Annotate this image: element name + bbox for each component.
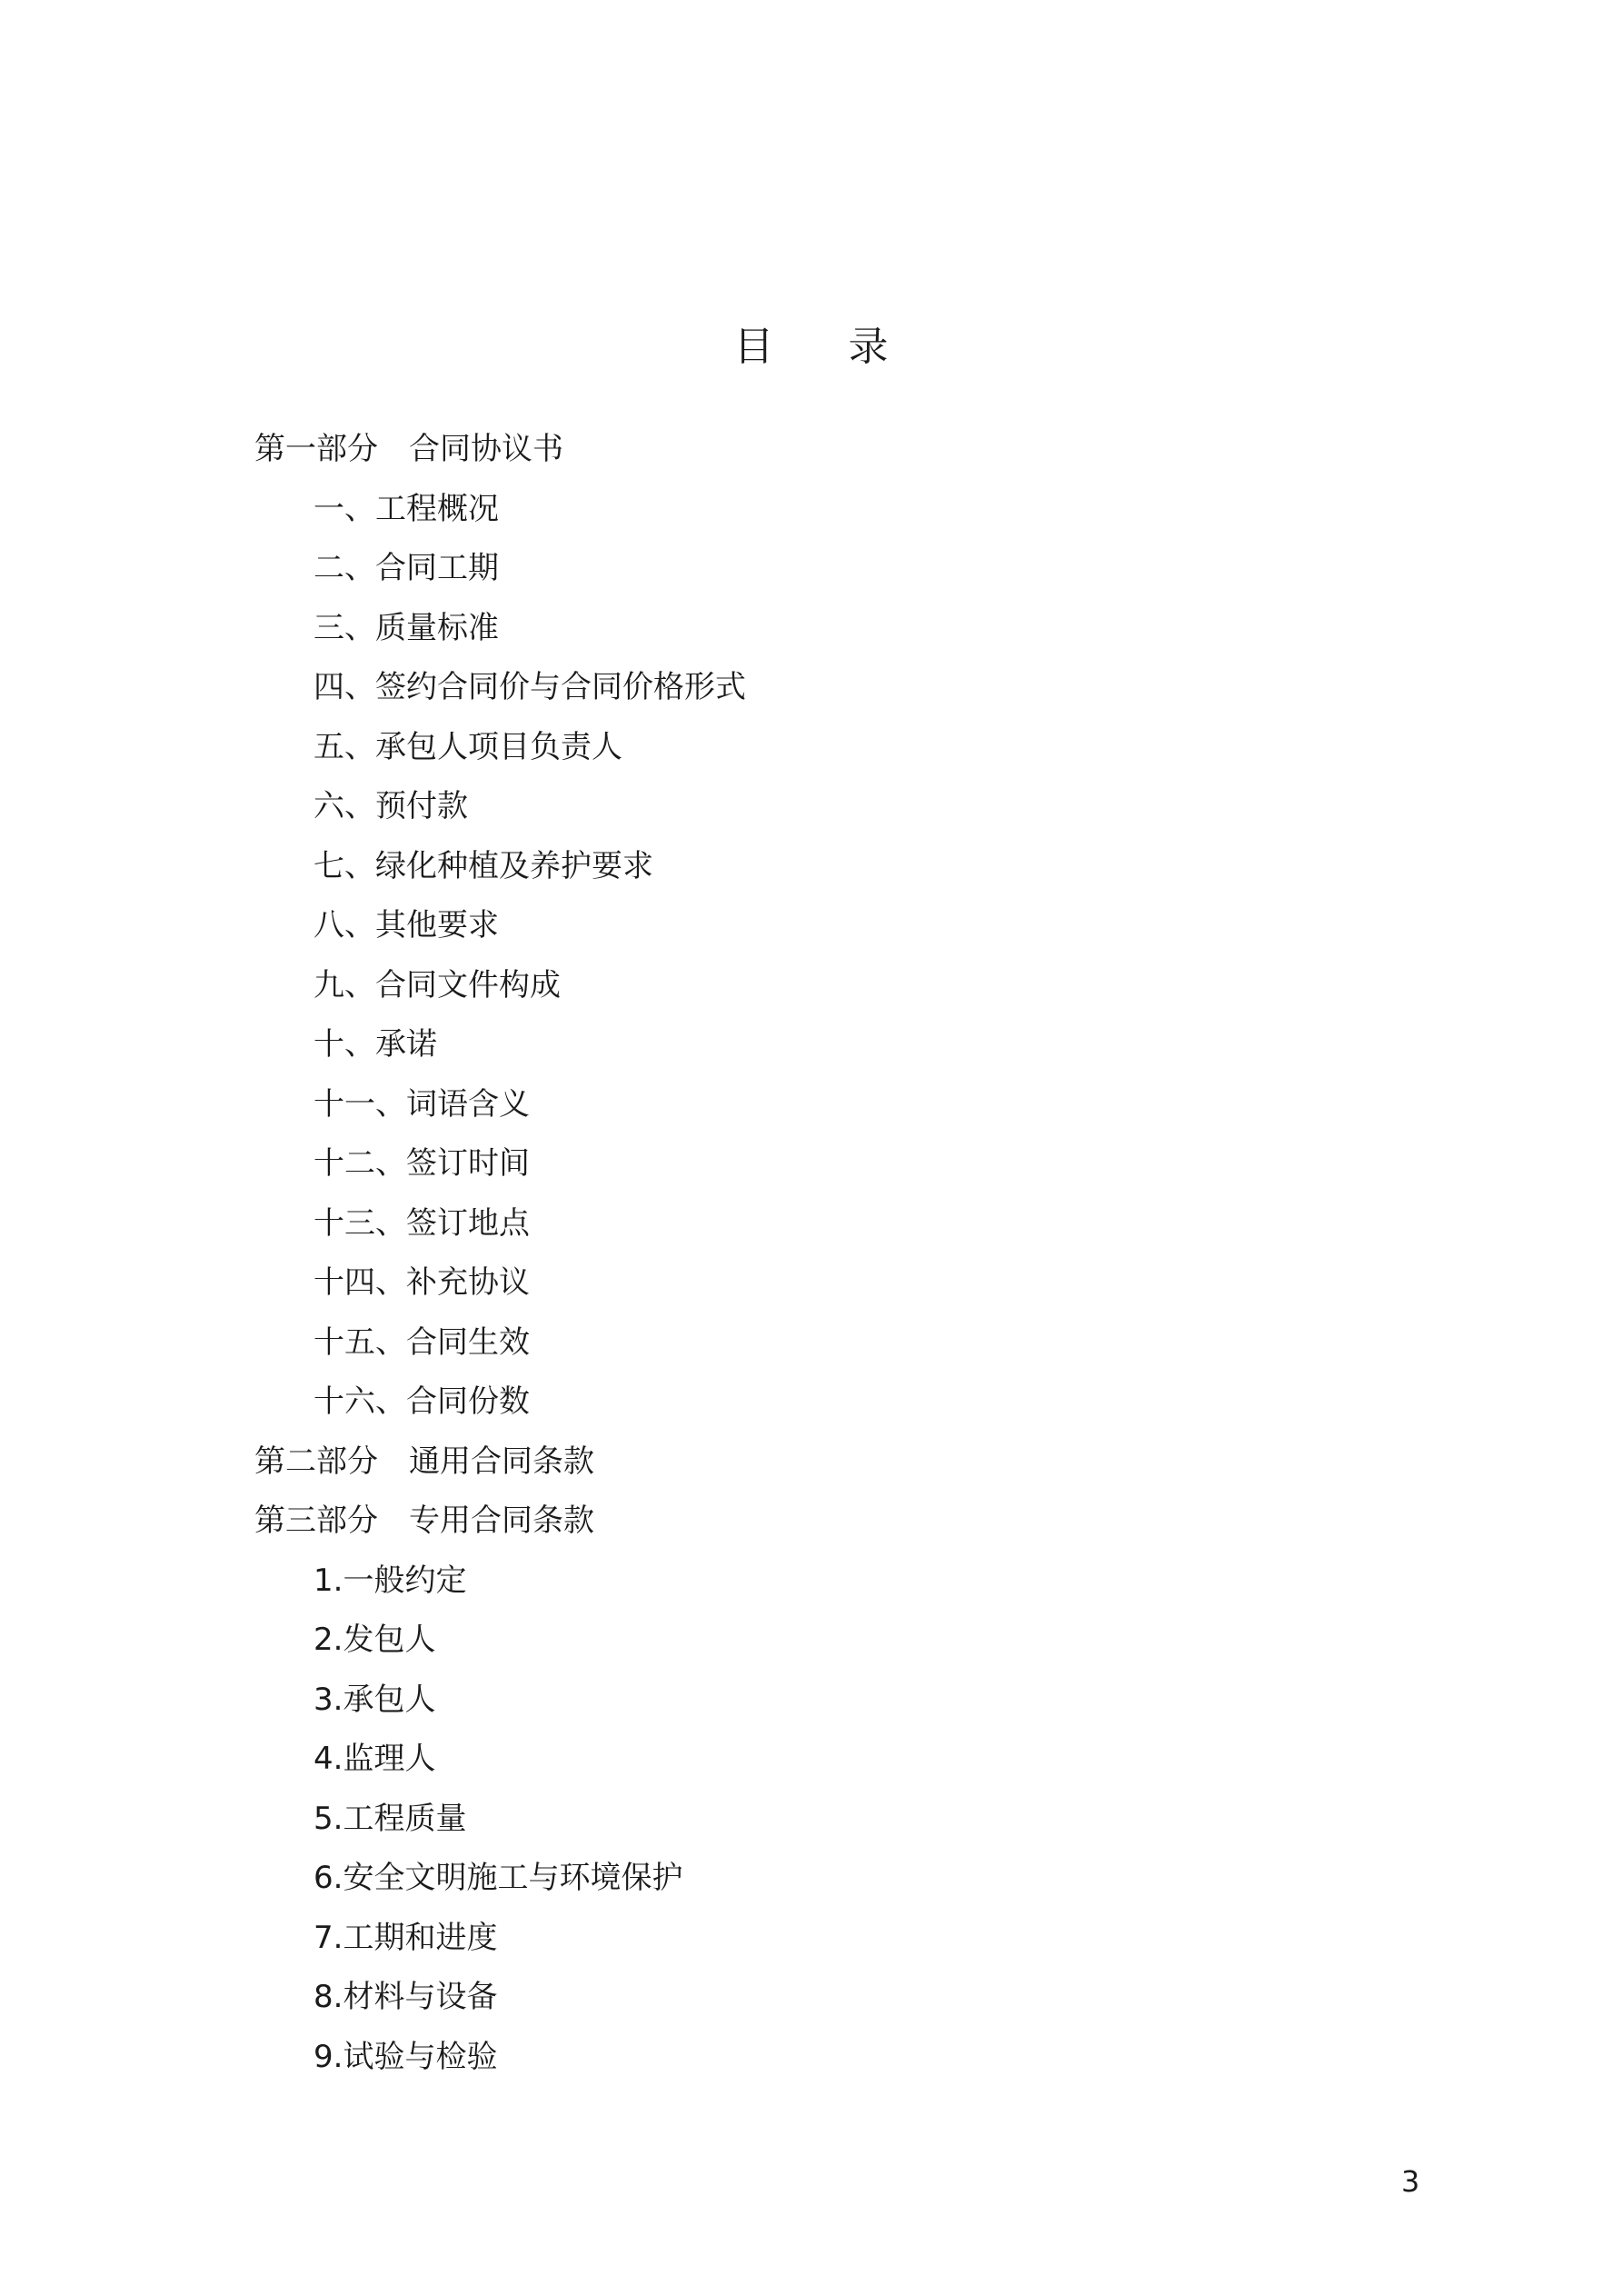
toc-section-entry[interactable] — [254, 1552, 746, 1612]
toc-section-entry[interactable] — [254, 1611, 746, 1671]
toc-entry-text: 六、预付款 — [313, 788, 468, 824]
toc-section-entry[interactable] — [254, 1015, 746, 1075]
toc-section-entry[interactable] — [254, 1671, 746, 1731]
toc-section-entry[interactable] — [254, 1968, 746, 2028]
toc-section-entry[interactable] — [254, 956, 746, 1016]
toc-part-entry[interactable] — [254, 1433, 746, 1492]
toc-entry-text: 4.监理人 — [313, 1741, 436, 1777]
toc-entry-text: 8.材料与设备 — [313, 1979, 498, 2015]
toc-section-entry[interactable] — [254, 1134, 746, 1194]
toc-entry-text: 3.承包人 — [313, 1681, 436, 1718]
toc-section-entry[interactable] — [254, 1373, 746, 1433]
toc-entry-text: 十五、合同生效 — [313, 1323, 530, 1361]
toc-section-entry[interactable] — [254, 896, 746, 956]
toc-section-entry[interactable] — [254, 1075, 746, 1135]
toc-section-entry[interactable] — [254, 837, 746, 897]
toc-entry-text: 十四、补充协议 — [313, 1264, 530, 1301]
toc-entry-text: 1.一般约定 — [313, 1562, 467, 1599]
toc-section-entry[interactable] — [254, 777, 746, 837]
toc-section-entry[interactable] — [254, 1790, 746, 1850]
toc-entry-text: 2.发包人 — [313, 1622, 436, 1658]
toc-entry-text: 十一、词语含义 — [313, 1085, 530, 1123]
toc-entry-text: 7.工期和进度 — [313, 1919, 498, 1956]
toc-entry-text: 9.试验与检验 — [313, 2038, 498, 2075]
toc-list — [254, 420, 746, 2087]
toc-entry-text: 5.工程质量 — [313, 1800, 467, 1837]
toc-entry-text: 6.安全文明施工与环境保护 — [313, 1860, 683, 1896]
toc-entry-text: 十二、签订时间 — [313, 1145, 530, 1182]
toc-entry-text: 五、承包人项目负责人 — [313, 728, 622, 765]
toc-entry-text: 一、工程概况 — [313, 490, 499, 527]
toc-section-entry[interactable] — [254, 1730, 746, 1790]
toc-entry-text: 九、合同文件构成 — [313, 966, 561, 1003]
toc-section-entry[interactable] — [254, 1849, 746, 1909]
toc-entry-text: 四、签约合同价与合同价格形式 — [313, 669, 746, 705]
toc-entry-text: 三、质量标准 — [313, 609, 499, 646]
toc-title: 目 录 — [733, 324, 920, 370]
toc-entry-text: 通用合同条款 — [409, 1442, 594, 1480]
toc-entry-text: 二、合同工期 — [313, 550, 499, 586]
toc-section-entry[interactable] — [254, 1313, 746, 1373]
toc-section-entry[interactable] — [254, 599, 746, 659]
toc-part-label: 第一部分 — [254, 431, 378, 467]
toc-entry-text: 合同协议书 — [409, 431, 563, 467]
toc-section-entry[interactable] — [254, 480, 746, 540]
toc-entry-text: 专用合同条款 — [409, 1502, 594, 1539]
toc-entry-text: 七、绿化种植及养护要求 — [313, 847, 653, 884]
toc-part-entry[interactable] — [254, 1492, 746, 1552]
toc-section-entry[interactable] — [254, 1194, 746, 1254]
toc-section-entry[interactable] — [254, 658, 746, 718]
toc-section-entry[interactable] — [254, 1909, 746, 1969]
toc-part-label: 第二部分 — [254, 1442, 378, 1480]
toc-section-entry[interactable] — [254, 2028, 746, 2088]
toc-part-label: 第三部分 — [254, 1502, 378, 1539]
toc-entry-text: 十、承诺 — [313, 1026, 437, 1063]
page-number: 3 — [1401, 2164, 1420, 2199]
toc-entry-text: 八、其他要求 — [313, 907, 499, 943]
toc-section-entry[interactable] — [254, 718, 746, 778]
toc-part-entry[interactable] — [254, 420, 746, 480]
toc-section-entry[interactable] — [254, 539, 746, 599]
toc-entry-text: 十六、合同份数 — [313, 1383, 530, 1420]
toc-entry-text: 十三、签订地点 — [313, 1204, 530, 1242]
toc-section-entry[interactable] — [254, 1253, 746, 1313]
